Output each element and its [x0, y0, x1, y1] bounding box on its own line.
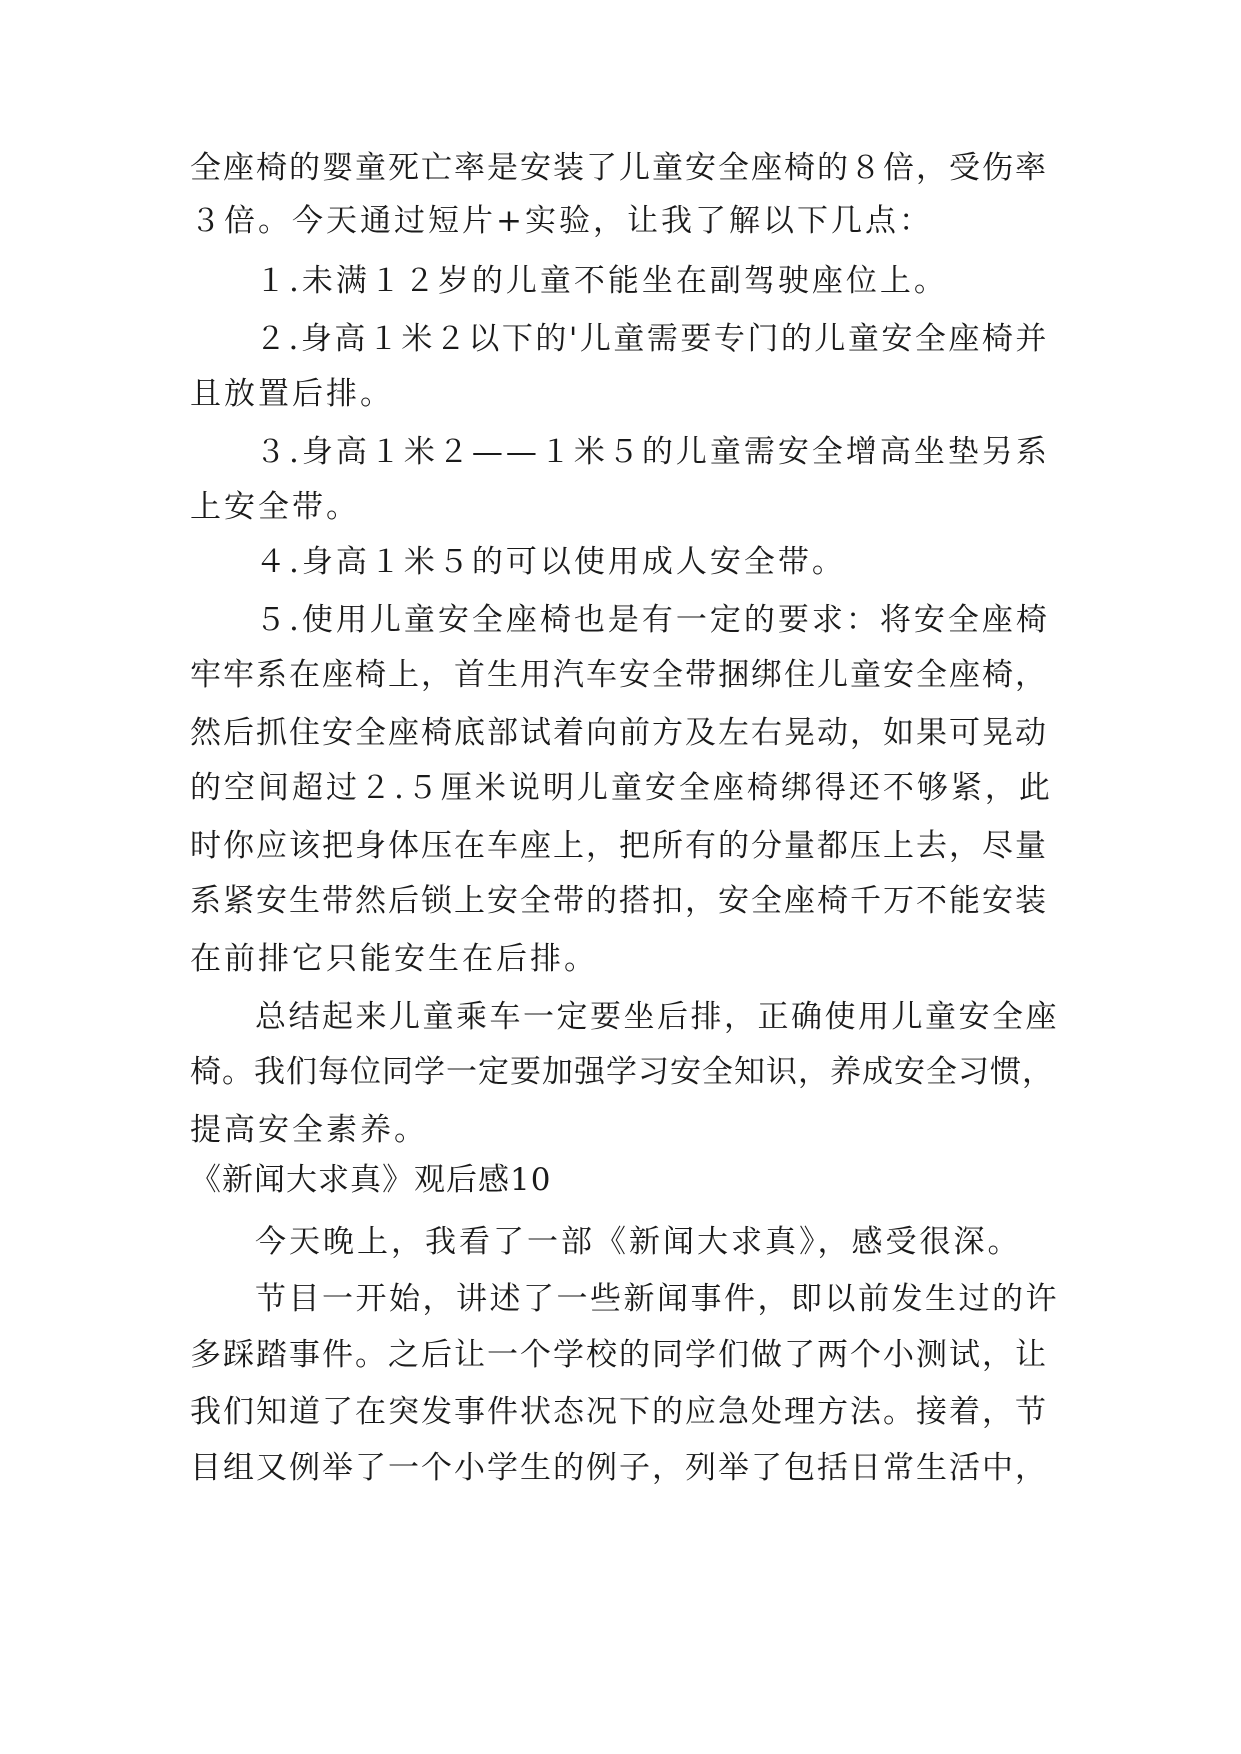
text-line: 时你应该把身体压在车座上，把所有的分量都压上去，尽量 — [190, 828, 1048, 864]
list-item: ２.身高１米２以下的'儿童需要专门的儿童安全座椅并 — [255, 321, 1049, 357]
paragraph-start: 节目一开始，讲述了一些新闻事件，即以前发生过的许 — [255, 1281, 1059, 1317]
text-line: 全座椅的婴童死亡率是安装了儿童安全座椅的８倍，受伤率 — [190, 150, 1048, 186]
text-line: 在前排它只能安生在后排。 — [190, 941, 598, 977]
text-line: 且放置后排。 — [190, 376, 394, 412]
text-line: 我们知道了在突发事件状态况下的应急处理方法。接着，节 — [190, 1394, 1048, 1430]
paragraph-start: 总结起来儿童乘车一定要坐后排，正确使用儿童安全座 — [255, 999, 1059, 1035]
text-line: 的空间超过２.５厘米说明儿童安全座椅绑得还不够紧，此 — [190, 770, 1053, 806]
section-heading: 《新闻大求真》观后感10 — [190, 1162, 552, 1198]
list-item: ５.使用儿童安全座椅也是有一定的要求：将安全座椅 — [255, 602, 1050, 638]
text-line: 多踩踏事件。之后让一个学校的同学们做了两个小测试，让 — [190, 1337, 1048, 1373]
text-line: 椅。我们每位同学一定要加强学习安全知识，养成安全习惯， — [190, 1054, 1054, 1090]
text-line: 牢牢系在座椅上，首生用汽车安全带捆绑住儿童安全座椅， — [190, 657, 1048, 693]
list-item: １.未满１２岁的儿童不能坐在副驾驶座位上。 — [255, 263, 948, 299]
text-line: 然后抓住安全座椅底部试着向前方及左右晃动，如果可晃动 — [190, 715, 1048, 751]
text-line: 上安全带。 — [190, 489, 360, 525]
text-line: 目组又例举了一个小学生的例子，列举了包括日常生活中， — [190, 1450, 1048, 1486]
text-line: 系紧安生带然后锁上安全带的搭扣，安全座椅千万不能安装 — [190, 883, 1048, 919]
text-line: 提高安全素养。 — [190, 1112, 428, 1148]
text-line: ３倍。今天通过短片+实验，让我了解以下几点： — [190, 203, 933, 239]
paragraph-start: 今天晚上，我看了一部《新闻大求真》，感受很深。 — [255, 1224, 1022, 1260]
list-item: ３.身高１米２——１米５的儿童需安全增高坐垫另系 — [255, 434, 1050, 470]
list-item: ４.身高１米５的可以使用成人安全带。 — [255, 544, 846, 580]
